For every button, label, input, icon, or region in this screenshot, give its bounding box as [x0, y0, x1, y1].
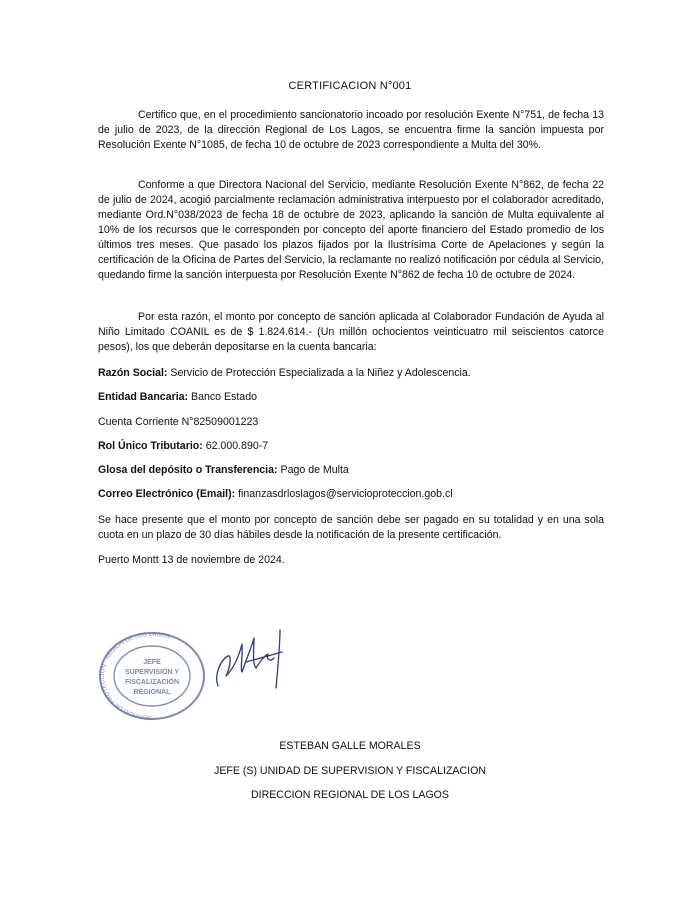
paragraph-3-text: Por esta razón, el monto por concepto de sanción aplicada al Colaborador Fundación de Ayuda al Niño Limitado COANIL es de $ 1.824.614.- (Un millón ochocientos veinticuatro mil seiscientos catorce pesos), los que deberán depositarse en la cuenta bancaria:	[98, 311, 604, 353]
field-glosa	[98, 463, 604, 478]
field-value: Banco Estado	[188, 391, 257, 403]
field-rut	[98, 439, 604, 454]
closing-paragraph: Se hace presente que el monto por concepto de sanción debe ser pagado en su totalidad y en una sola cuota en un plazo de 30 días hábiles desde la notificación de la presente certificación.	[98, 514, 604, 541]
field-label: Glosa del depósito o Transferencia:	[98, 464, 278, 476]
handwritten-signature	[196, 616, 296, 702]
paragraph-3	[98, 310, 604, 355]
field-cuenta-corriente	[98, 415, 604, 430]
field-value: Cuenta Corriente N°82509001223	[98, 416, 259, 428]
stamp-line-2: SUPERVISIÓN Y	[124, 669, 180, 676]
field-value: 62.000.890-7	[202, 440, 269, 452]
stamp-ring-text: SERVICIO DE PROTECCIÓN · REGIÓN DE LOS LAGOS	[99, 631, 171, 721]
field-label: Rol Único Tributario:	[98, 440, 203, 452]
paragraph-1	[98, 108, 604, 153]
signer-position: JEFE (S) UNIDAD DE SUPERVISION Y FISCALIZACION	[214, 765, 486, 777]
field-entidad-bancaria	[98, 390, 604, 405]
stamp-line-4: REGIONAL	[133, 689, 171, 696]
field-email	[98, 487, 604, 502]
official-stamp	[96, 630, 208, 722]
field-value: finanzasdrloslagos@servicioproteccion.gob.cl	[235, 488, 453, 500]
field-label: Entidad Bancaria:	[98, 391, 189, 403]
document-title: CERTIFICACION N°001	[288, 80, 412, 92]
stamp-line-3: FISCALIZACIÓN	[124, 679, 180, 686]
field-razon-social	[98, 366, 604, 381]
place-date: Puerto Montt 13 de noviembre de 2024.	[98, 554, 285, 566]
field-value: Pago de Multa	[277, 464, 349, 476]
field-label: Correo Electrónico (Email):	[98, 488, 236, 500]
stamp-line-1: JEFE	[143, 659, 161, 666]
signer-name: ESTEBAN GALLE MORALES	[279, 740, 421, 752]
paragraph-2	[98, 178, 604, 283]
field-label: Razón Social:	[98, 367, 168, 379]
signer-office: DIRECCION REGIONAL DE LOS LAGOS	[251, 789, 449, 801]
field-value: Servicio de Protección Especializada a la Niñez y Adolescencia.	[167, 367, 471, 379]
paragraph-1-text: Certifico que, en el procedimiento sancionatorio incoado por resolución Exente N°751, de fecha 13 de julio de 2023, de la dirección Regional de Los Lagos, se encuentra firme la sanción impuesta por Resolución Exente N°1085, de fecha 10 de octubre de 2023 correspondiente a Multa del 30%.	[98, 109, 604, 151]
paragraph-2-text: Conforme a que Directora Nacional del Servicio, mediante Resolución Exente N°862, de fecha 22 de julio de 2024, acogió parcialmente reclamación administrativa interpuesto por el colaborador acreditado, mediante Ord.N°038/2023 de fecha 18 de octubre de 2023, aplicando la sanción de Multa equivalente al 10% de los recursos que le corresponden por concepto del aporte financiero del Estado promedio de los últimos tres meses. Que pasado los plazos fijados por la Ilustrísima Corte de Apelaciones y según la certificación de la Oficina de Partes del Servicio, la reclamante no realizó notificación por cédula al Servicio, quedando firme la sanción interpuesta por Resolución Exente N°862 de fecha 10 de octubre de 2024.	[98, 179, 604, 281]
